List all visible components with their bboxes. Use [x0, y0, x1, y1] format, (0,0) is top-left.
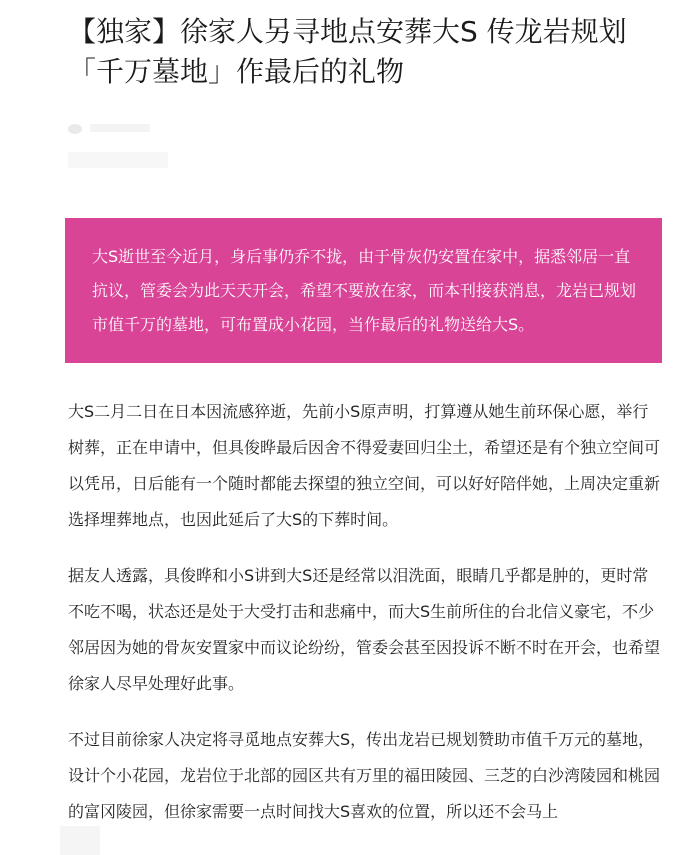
author-avatar	[68, 124, 82, 134]
partial-image-placeholder	[60, 826, 100, 855]
article-paragraph: 不过目前徐家人决定将寻觅地点安葬大S，传出龙岩已规划赞助市值千万元的墓地，设计个小花园，龙岩位于北部的园区共有万里的福田陵园、三芝的白沙湾陵园和桃园的富冈陵园，但徐家需要一点时间找大S喜欢的位置，所以还不会马上	[68, 730, 661, 821]
byline	[68, 116, 188, 176]
article-summary: 大S逝世至今近月，身后事仍乔不拢，由于骨灰仍安置在家中，据悉邻居一直抗议，管委会为此天天开会，希望不要放在家，而本刊接获消息，龙岩已规划市值千万的墓地，可布置成小花园，当作最后的礼物送给大S。	[92, 247, 637, 334]
article-title: 【独家】徐家人另寻地点安葬大S 传龙岩规划「千万墓地」作最后的礼物	[68, 15, 627, 88]
author-name-placeholder	[90, 124, 150, 132]
article-summary-box	[65, 218, 662, 363]
article-paragraph: 大S二月二日在日本因流感猝逝，先前小S原声明，打算遵从她生前环保心愿，举行树葬，正在申请中，但具俊晔最后因舍不得爱妻回归尘土，希望还是有个独立空间可以凭吊，日后能有一个随时都能去探望的独立空间，可以好好陪伴她，上周决定重新选择埋葬地点，也因此延后了大S的下葬时间。	[68, 402, 661, 529]
article-paragraph: 据友人透露，具俊晔和小S讲到大S还是经常以泪洗面，眼睛几乎都是肿的，更时常不吃不喝，状态还是处于大受打击和悲痛中，而大S生前所住的台北信义豪宅，不少邻居因为她的骨灰安置家中而议论纷纷，管委会甚至因投诉不断不时在开会，也希望徐家人尽早处理好此事。	[68, 566, 661, 693]
publish-date-placeholder	[68, 152, 168, 168]
